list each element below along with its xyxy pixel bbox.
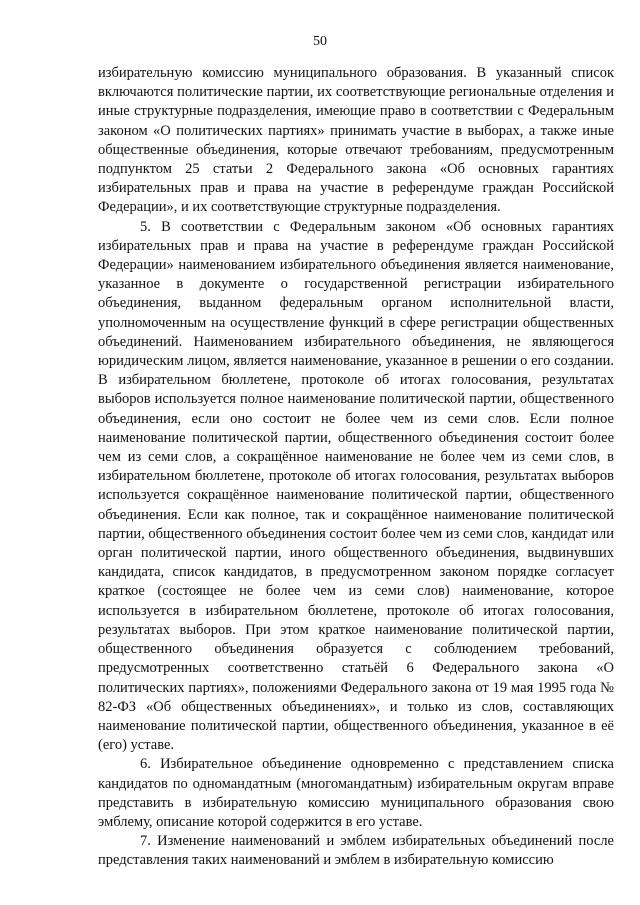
paragraph-item-5: 5. В соответствии с Федеральным законом «Об основных гарантиях избирательных прав и права на участие в референдуме граждан Российской Федерации» наименованием избирательного объединения является наименование, указанное в документе о государственной регистрации избирательного объединения, выданном федеральным органом исполнительной власти, уполномоченным на осуществление функций в сфере регистрации общественных объединений. Наименованием избирательного объединения, не являющегося юридическим лицом, является наименование, указанное в решении о его создании. В избирательном бюллетене, протоколе об итогах голосования, результатах выборов используется полное наименование политической партии, общественного объединения, если оно состоит не более чем из семи слов. Если полное наименование политической партии, общественного объединения состоит более чем из семи слов, а сокращённое наименование не более чем из семи слов, в избирательном бюллетене, протоколе об итогах голосования, результатах выборов используется сокращённое наименование политической партии, общественного объединения. Если как полное, так и сокращённое наименование политической партии, общественного объединения состоит более чем из семи слов, кандидат или орган политической партии, иного общественного объединения, выдвинувших кандидата, список кандидатов, в предусмотренном законом порядке согласует краткое (состоящее не более чем из семи слов) наименование, которое используется в избирательном бюллетене, протоколе об итогах голосования, результатах выборов. При этом краткое наименование политической партии, общественного объединения образуется с соблюдением требований, предусмотренных соответственно статьёй 6 Федерального закона «О политических партиях», положениями Федерального закона от 19 мая 1995 года № 82-ФЗ «Об общественных объединениях», и только из слов, составляющих наименование политической партии, общественного объединения, указанное в её (его) уставе. bbox=[98, 218, 614, 754]
paragraph-item-6: 6. Избирательное объединение одновременно с представлением списка кандидатов по одномандатным (многомандатным) избирательным округам вправе представить в избирательную комиссию муниципального образования свою эмблему, описание которой содержится в его уставе. bbox=[98, 756, 614, 830]
page-number: 50 bbox=[313, 34, 327, 49]
document-body bbox=[98, 64, 614, 871]
paragraph-continuation: избирательную комиссию муниципального образования. В указанный список включаются политические партии, их соответствующие региональные отделения и иные структурные подразделения, имеющие право в соответствии с Федеральным законом «О политических партиях» принимать участие в выборах, а также иные общественные объединения, которые отвечают требованиям, предусмотренным подпунктом 25 статьи 2 Федерального закона «Об основных гарантиях избирательных прав и права на участие в референдуме граждан Российской Федерации», и их соответствующие структурные подразделения. bbox=[98, 65, 614, 216]
paragraph-item-7: 7. Изменение наименований и эмблем избирательных объединений после представления таких наименований и эмблем в избирательную комиссию bbox=[98, 833, 614, 869]
